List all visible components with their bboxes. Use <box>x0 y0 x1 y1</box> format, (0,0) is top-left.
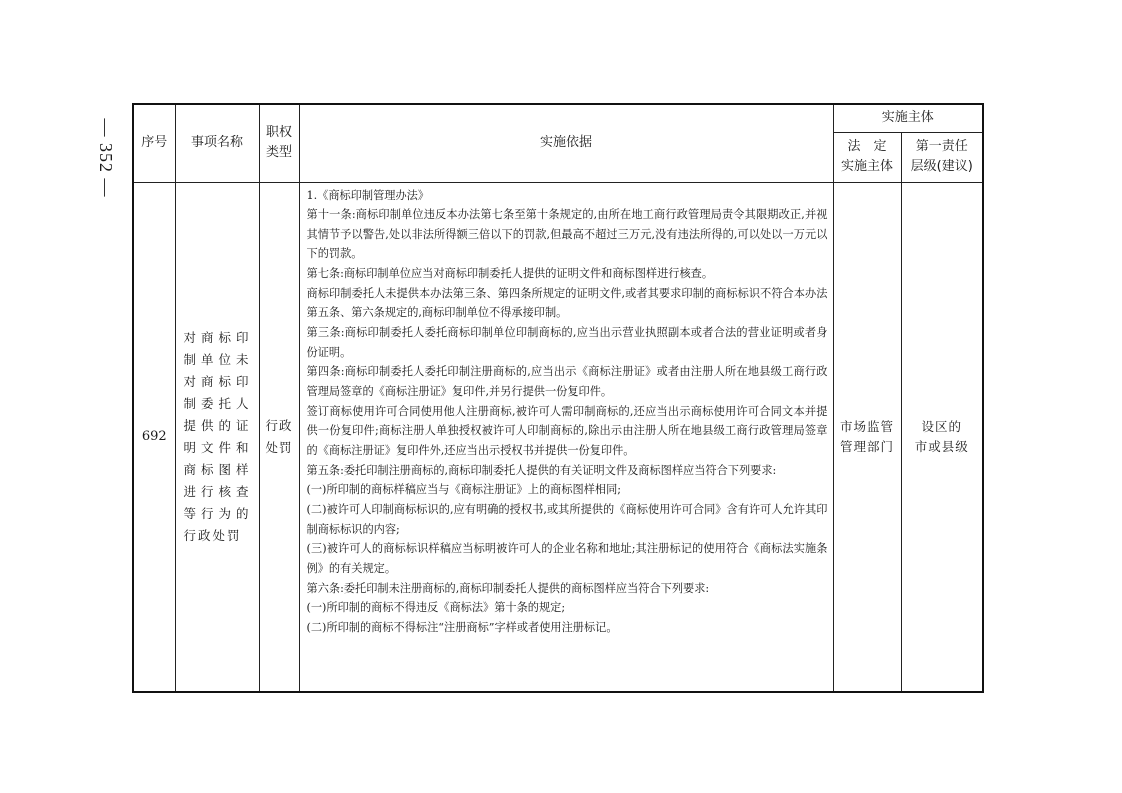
basis-paragraph: 签订商标使用许可合同使用他人注册商标,被许可人需印制商标的,还应当出示商标使用许可合同文本并提供一份复印件;商标注册人单独授权被许可人印制商标的,除出示由注册人所在地县级工商行政管理局签章的《商标注册证》复印件外,还应当出示授权书并提供一份复印件。 <box>306 404 828 458</box>
row-level-line1: 设区的 <box>921 418 963 434</box>
basis-paragraph: (一)所印制的商标样稿应当与《商标注册证》上的商标图样相同; <box>306 483 622 497</box>
header-level-line1: 第一责任 <box>915 139 968 154</box>
header-seq: 序号 <box>133 104 175 182</box>
row-basis <box>299 182 833 692</box>
header-responsibility-level <box>901 132 983 182</box>
row-legal-line2: 管理部门 <box>839 438 894 454</box>
header-legal-line2: 实施主体 <box>840 159 893 174</box>
basis-paragraph: (三)被许可人的商标标识样稿应当标明被许可人的企业名称和地址;其注册标记的使用符合《商标法实施条例》的有关规定。 <box>306 542 828 575</box>
enforcement-table <box>132 103 984 693</box>
header-legal-line1: 法 定 <box>847 139 887 154</box>
basis-paragraph: 第十一条:商标印制单位违反本办法第七条至第十条规定的,由所在地工商行政管理局责令其限期改正,并视其情节予以警告,处以非法所得额三倍以下的罚款,但最高不超过三万元,没有违法所得的,可以处以一万元以下的罚款。 <box>306 208 828 261</box>
header-type-line1: 职权 <box>265 125 292 141</box>
row-item-name: 对商标印制单位未对商标印制委托人提供的证明文件和商标图样进行核查等行为的行政处罚 <box>175 182 259 692</box>
basis-paragraph: 第五条:委托印制注册商标的,商标印制委托人提供的有关证明文件及商标图样应当符合下列要求: <box>306 463 777 477</box>
header-type-line2: 类型 <box>265 145 292 161</box>
header-legal-subject <box>833 132 901 182</box>
header-name: 事项名称 <box>175 104 259 182</box>
basis-paragraph: 第六条:委托印制未注册商标的,商标印制委托人提供的商标图样应当符合下列要求: <box>306 581 710 595</box>
basis-paragraph: 商标印制委托人未提供本办法第三条、第四条所规定的证明文件,或者其要求印制的商标标识不符合本办法第五条、第六条规定的,商标印制单位不得承接印制。 <box>306 286 828 320</box>
basis-paragraph: 第四条:商标印制委托人委托印制注册商标的,应当出示《商标注册证》或者由注册人所在地县级工商行政管理局签章的《商标注册证》复印件,并另行提供一份复印件。 <box>306 365 828 399</box>
header-subject: 实施主体 <box>833 104 983 132</box>
row-seq: 692 <box>133 182 175 692</box>
page-number: — 352 — <box>96 118 117 198</box>
row-type-line2: 处罚 <box>265 439 293 455</box>
row-power-type <box>259 182 299 692</box>
header-level-line2: 层级(建议) <box>910 159 973 174</box>
basis-paragraph: 第七条:商标印制单位应当对商标印制委托人提供的证明文件和商标图样进行核查。 <box>306 267 714 281</box>
row-type-line1: 行政 <box>265 417 293 433</box>
basis-paragraph: 1.《商标印制管理办法》 <box>306 188 430 202</box>
row-legal-line1: 市场监管 <box>839 418 894 434</box>
basis-paragraph: (二)被许可人印制商标标识的,应有明确的授权书,或其所提供的《商标使用许可合同》含有许可人允许其印制商标标识的内容; <box>306 503 828 536</box>
header-type <box>259 104 299 182</box>
header-basis: 实施依据 <box>299 104 833 182</box>
basis-paragraph: (二)所印制的商标不得标注“注册商标”字样或者使用注册标记。 <box>306 620 618 634</box>
basis-paragraph: 第三条:商标印制委托人委托商标印制单位印制商标的,应当出示营业执照副本或者合法的营业证明或者身份证明。 <box>306 326 828 359</box>
row-level-line2: 市或县级 <box>914 438 969 454</box>
row-legal-subject <box>833 182 901 692</box>
basis-paragraph: (一)所印制的商标不得违反《商标法》第十条的规定; <box>306 601 566 615</box>
table-row <box>133 182 983 692</box>
header-row-1 <box>133 104 983 132</box>
row-responsibility-level <box>901 182 983 692</box>
